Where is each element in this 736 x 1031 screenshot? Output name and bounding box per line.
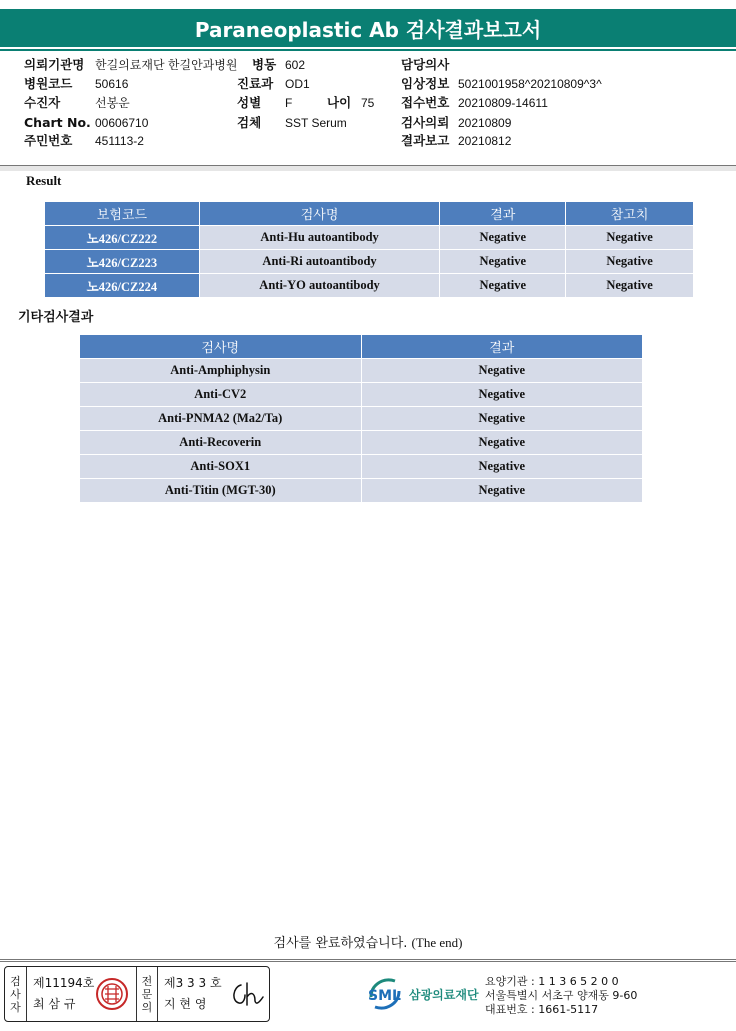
insurance-code-cell: 노426/CZ222 [45, 226, 200, 250]
hospital-code-value: 50616 [95, 77, 129, 91]
test-name-cell: Anti-PNMA2 (Ma2/Ta) [80, 407, 362, 431]
result-cell: Negative [361, 455, 642, 479]
hospital-code-label: 병원코드 [24, 76, 73, 91]
table-row [45, 274, 694, 298]
age-value: 75 [361, 96, 375, 110]
test-name-cell: Anti-Ri autoantibody [199, 250, 440, 274]
table-row [80, 479, 643, 503]
report-date-label: 결과보고 [401, 133, 450, 148]
test-name-cell: Anti-Recoverin [80, 431, 362, 455]
doctor-name: 지 현 영 [164, 997, 207, 1011]
table-row [80, 407, 643, 431]
institution-code: 요양기관 : 1 1 3 6 5 2 0 0 [485, 975, 619, 988]
test-name-cell: Anti-Hu autoantibody [199, 226, 440, 250]
logo-name: 삼광의료재단 [409, 987, 479, 1002]
result-cell: Negative [361, 359, 642, 383]
test-name-cell: Anti-YO autoantibody [199, 274, 440, 298]
insurance-code-cell: 노426/CZ223 [45, 250, 200, 274]
ward-value: 602 [285, 58, 306, 72]
request-date-value: 20210809 [458, 116, 512, 130]
table-row [45, 250, 694, 274]
reference-cell: Negative [566, 274, 694, 298]
other-results-label: 기타검사결과 [18, 310, 94, 325]
table-row [80, 431, 643, 455]
section-divider [0, 165, 736, 171]
other-table-header-row [80, 335, 643, 359]
dept-label: 진료과 [237, 76, 274, 91]
logo-mark-text: SML [368, 988, 401, 1004]
header-reference: 참고치 [566, 202, 694, 226]
tester-char: 자 [10, 1000, 21, 1014]
chart-no-value: 00606710 [95, 116, 149, 130]
dept-value: OD1 [285, 77, 310, 91]
tester-char: 사 [10, 987, 21, 1001]
reference-cell: Negative [566, 226, 694, 250]
patient-label: 수진자 [24, 95, 61, 110]
doctor-char: 문 [141, 987, 153, 1001]
header-test-name: 검사명 [80, 335, 362, 359]
test-name-cell: Anti-SOX1 [80, 455, 362, 479]
sml-logo [365, 975, 479, 1013]
footer-rule [0, 959, 736, 962]
institution-value: 한길의료재단 한길안과병원 [95, 58, 238, 72]
result-cell: Negative [440, 226, 566, 250]
tester-vertical-label [5, 967, 27, 1021]
id-number-label: 주민번호 [24, 133, 73, 148]
institution-label: 의뢰기관명 [24, 57, 85, 72]
header-result: 결과 [440, 202, 566, 226]
age-label: 나이 [327, 95, 352, 110]
doctor-vertical-label [136, 967, 158, 1021]
test-name-cell: Anti-Titin (MGT-30) [80, 479, 362, 503]
ward-label: 병동 [252, 57, 277, 72]
phone-number: 대표번호 : 1661-5117 [485, 1003, 599, 1016]
tester-seal-icon [95, 977, 129, 1011]
result-cell: Negative [440, 250, 566, 274]
result-cell: Negative [440, 274, 566, 298]
clinical-info-label: 임상정보 [401, 76, 450, 91]
end-text-korean: 검사를 완료하였습니다. [273, 936, 408, 951]
table-row [80, 383, 643, 407]
id-number-value: 451113-2 [95, 134, 144, 148]
report-date-value: 20210812 [458, 134, 512, 148]
table-row [45, 226, 694, 250]
header-test-name: 검사명 [199, 202, 440, 226]
result-table-header-row [45, 202, 694, 226]
contact-info [485, 975, 637, 1017]
receipt-no-label: 접수번호 [401, 95, 450, 110]
tester-license: 제11194호 [33, 976, 95, 990]
request-date-label: 검사의뢰 [401, 115, 450, 130]
doctor-signature-icon [227, 979, 265, 1009]
header-insurance-code: 보험코드 [45, 202, 200, 226]
result-cell: Negative [361, 479, 642, 503]
doctor-license: 제3 3 3 호 [164, 976, 222, 990]
test-name-cell: Anti-Amphiphysin [80, 359, 362, 383]
result-cell: Negative [361, 383, 642, 407]
tester-char: 검 [10, 974, 21, 988]
receipt-no-value: 20210809-14611 [458, 96, 548, 110]
sex-value: F [285, 96, 293, 110]
patient-value: 선봉운 [95, 96, 130, 110]
title-rule [0, 49, 736, 51]
table-row [80, 455, 643, 479]
sml-logo-icon [365, 975, 405, 1013]
result-section-label: Result [26, 173, 62, 188]
result-table [44, 201, 694, 298]
patient-info-block [0, 52, 736, 164]
end-of-report [0, 932, 736, 951]
table-row [80, 359, 643, 383]
tester-name: 최 삼 규 [33, 997, 76, 1011]
chart-no-label: Chart No. [24, 115, 91, 130]
result-cell: Negative [361, 431, 642, 455]
result-cell: Negative [361, 407, 642, 431]
specimen-value: SST Serum [285, 116, 347, 130]
header-result: 결과 [361, 335, 642, 359]
test-name-cell: Anti-CV2 [80, 383, 362, 407]
end-text-english: (The end) [411, 935, 463, 950]
specimen-label: 검체 [237, 115, 262, 130]
signature-box [4, 966, 270, 1022]
insurance-code-cell: 노426/CZ224 [45, 274, 200, 298]
doctor-char: 전 [141, 974, 153, 988]
doctor-label: 담당의사 [401, 57, 450, 72]
sex-label: 성별 [237, 95, 262, 110]
clinical-info-value: 5021001958^20210809^3^ [458, 77, 602, 91]
other-results-table [79, 334, 643, 503]
reference-cell: Negative [566, 250, 694, 274]
doctor-char: 의 [141, 1000, 153, 1014]
report-title: Paraneoplastic Ab 검사결과보고서 [0, 9, 736, 47]
address: 서울특별시 서초구 양재동 9-60 [485, 989, 638, 1002]
